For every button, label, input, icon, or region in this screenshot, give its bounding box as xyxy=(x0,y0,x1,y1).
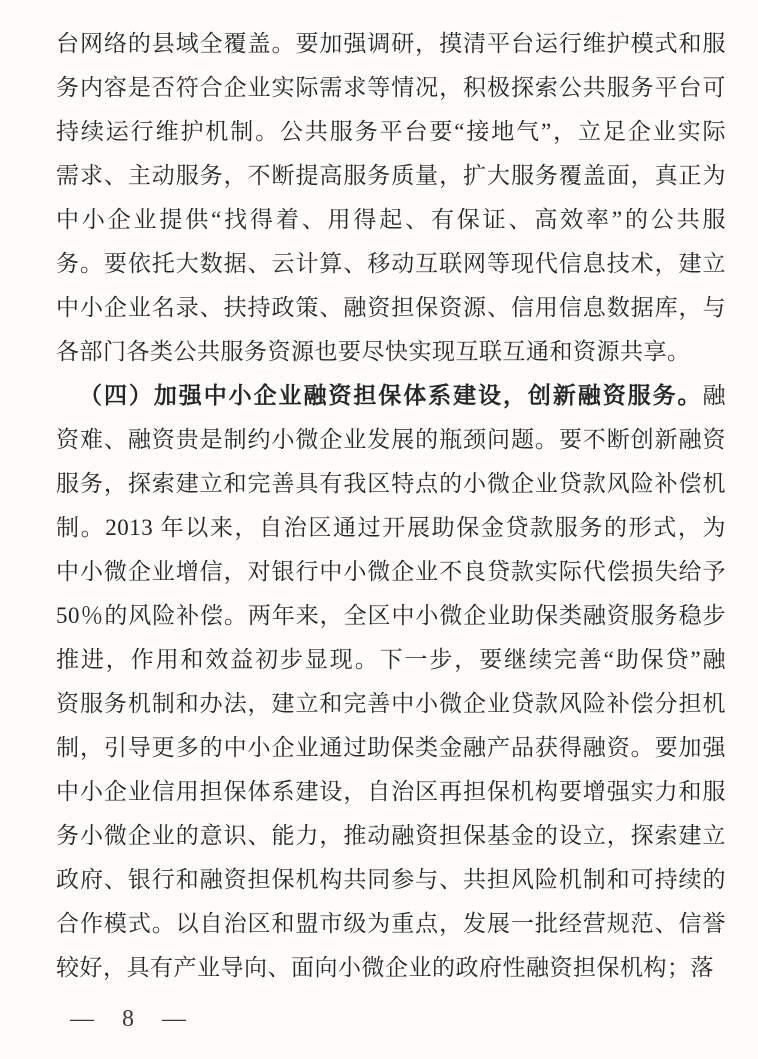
text-line: 务内容是否符合企业实际需求等情况，积极探索公共服务平台可 xyxy=(56,75,726,100)
section-heading-line xyxy=(56,374,726,418)
text-line: 服务，探索建立和完善具有我区特点的小微企业贷款风险补偿机 xyxy=(56,471,726,496)
text-line: 中小微企业增信，对银行中小微企业不良贷款实际代偿损失给予 xyxy=(56,559,726,584)
text-line: 较好，具有产业导向、面向小微企业的政府性融资担保机构；落 xyxy=(56,955,714,980)
text-line: 需求、主动服务，不断提高服务质量，扩大服务覆盖面，真正为 xyxy=(56,163,726,188)
text-line: 制，引导更多的中小企业通过助保类金融产品获得融资。要加强 xyxy=(56,735,726,760)
text-line: 中小企业提供“找得着、用得起、有保证、高效率”的公共服 xyxy=(56,207,726,232)
text-line: 中小企业信用担保体系建设，自治区再担保机构要增强实力和服 xyxy=(56,779,726,804)
text-line: 资服务机制和办法，建立和完善中小微企业贷款风险补偿分担机 xyxy=(56,691,726,716)
text-line: 制。2013 年以来，自治区通过开展助保金贷款服务的形式，为 xyxy=(56,515,726,540)
text-line: 各部门各类公共服务资源也要尽快实现互联互通和资源共享。 xyxy=(56,339,691,364)
text-run: 融 xyxy=(702,383,726,408)
text-line: 务小微企业的意识、能力，推动融资担保基金的设立，探索建立 xyxy=(56,823,726,848)
text-line: 资难、融资贵是制约小微企业发展的瓶颈问题。要不断创新融资 xyxy=(56,427,726,452)
text-line: 合作模式。以自治区和盟市级为重点，发展一批经营规范、信誉 xyxy=(56,911,726,936)
text-line: 务。要依托大数据、云计算、移动互联网等现代信息技术，建立 xyxy=(56,251,726,276)
text-line: 台网络的县域全覆盖。要加强调研，摸清平台运行维护模式和服 xyxy=(56,31,726,56)
section-heading: （四）加强中小企业融资担保体系建设，创新融资服务。 xyxy=(79,383,703,408)
text-line: 中小企业名录、扶持政策、融资担保资源、信用信息数据库，与 xyxy=(56,295,726,320)
text-line: 政府、银行和融资担保机构共同参与、共担风险机制和可持续的 xyxy=(56,867,726,892)
text-line: 50％的风险补偿。两年来，全区中小微企业助保类融资服务稳步 xyxy=(56,603,726,628)
body-text xyxy=(56,22,726,990)
page-number: — 8 — xyxy=(70,1006,192,1032)
text-line: 持续运行维护机制。公共服务平台要“接地气”，立足企业实际 xyxy=(56,119,726,144)
text-line: 推进，作用和效益初步显现。下一步，要继续完善“助保贷”融 xyxy=(56,647,726,672)
